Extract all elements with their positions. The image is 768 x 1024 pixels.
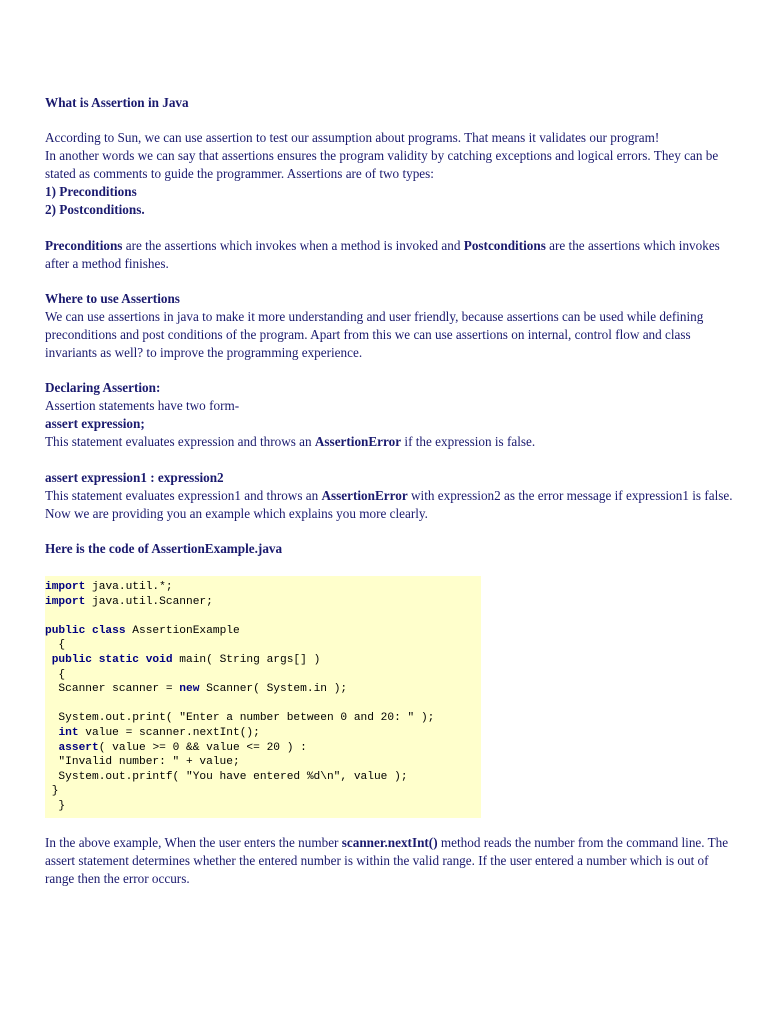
- code-heading: Here is the code of AssertionExample.java: [45, 541, 283, 556]
- code-indent: [45, 742, 58, 754]
- code-line: [45, 653, 481, 668]
- code-keyword: assert: [58, 741, 99, 754]
- form1-desc-end: if the expression is false.: [401, 434, 536, 449]
- preconditions-term: Preconditions: [45, 238, 123, 253]
- page-title: What is Assertion in Java: [45, 95, 189, 110]
- code-line-blank: [45, 609, 481, 624]
- code-line: System.out.printf( "You have entered %d\n", value );: [45, 770, 408, 783]
- preconditions-text: are the assertions which invokes when a method is invoked and: [122, 238, 464, 253]
- declaring-heading: Declaring Assertion:: [45, 380, 161, 395]
- code-text: Scanner scanner =: [45, 683, 180, 696]
- code-keyword: int: [58, 726, 79, 739]
- code-line: [45, 741, 481, 756]
- definition-paragraph: [45, 237, 735, 273]
- code-text: main( String args[] ): [172, 653, 321, 666]
- code-keyword: public class: [45, 624, 126, 637]
- where-paragraph: We can use assertions in java to make it more understanding and user friendly, because assertions can be used while defining preconditions and post conditions of the program. Apart from this we can use assertions on internal, control flow and class invariants as well? to improve the programming experience.: [45, 309, 704, 360]
- form1-desc-start: This statement evaluates expression and throws an: [45, 434, 315, 449]
- code-line: }: [45, 799, 66, 812]
- explanation-paragraph: [45, 834, 735, 888]
- next-int-term: scanner.nextInt(): [341, 834, 438, 850]
- declaring-intro: Assertion statements have two form-: [45, 398, 240, 413]
- code-indent: [45, 654, 52, 666]
- code-keyword: import: [45, 595, 86, 608]
- assertion-type-1: 1) Preconditions: [45, 184, 137, 199]
- code-text: ( value >= 0 && value <= 20 ) :: [98, 741, 307, 754]
- code-line: [45, 682, 481, 697]
- explanation-end: method reads the number from the command line. The assert statement determines whether the entered number is within the valid range. If the user entered a number which is out of range then the error occurs.: [45, 834, 729, 886]
- code-block: [45, 576, 481, 818]
- assertion-error-term: AssertionError: [321, 488, 408, 503]
- code-line: [45, 595, 481, 610]
- form2-desc-start: This statement evaluates expression1 and throws an: [45, 488, 322, 503]
- assert-form-1: assert expression;: [45, 416, 145, 431]
- code-text: Scanner( System.in );: [199, 683, 348, 696]
- assertion-error-term: AssertionError: [314, 434, 402, 449]
- code-line: System.out.print( "Enter a number between 0 and 20: " );: [45, 712, 435, 725]
- code-line: "Invalid number: " + value;: [45, 756, 240, 769]
- form2-desc-end: with expression2 as the error message if expression1 is false.: [407, 488, 733, 503]
- code-line-blank: [45, 697, 481, 712]
- code-line: [45, 624, 481, 639]
- assert-form-2: assert expression1 : expression2: [45, 470, 224, 485]
- where-heading: Where to use Assertions: [45, 291, 180, 306]
- code-keyword: new: [179, 683, 200, 696]
- assertion-type-2: 2) Postconditions.: [45, 202, 145, 217]
- code-keyword: public static void: [51, 653, 173, 666]
- article-body: [45, 94, 735, 888]
- assert-form-2-description: [45, 487, 735, 505]
- assert-form-1-description: [45, 433, 735, 451]
- code-indent: [45, 727, 58, 739]
- code-text: value = scanner.nextInt();: [78, 726, 260, 739]
- code-line: }: [45, 785, 59, 798]
- intro-paragraph-1: According to Sun, we can use assertion to test our assumption about programs. That means it validates our program!: [45, 130, 660, 145]
- code-line: {: [45, 639, 66, 652]
- code-line: [45, 726, 481, 741]
- code-text: java.util.*;: [85, 581, 173, 593]
- explanation-start: In the above example, When the user enters the number: [45, 834, 342, 850]
- postconditions-term: Postconditions: [463, 238, 546, 253]
- intro-paragraph-2: In another words we can say that assertions ensures the program validity by catching exceptions and logical errors. They can be stated as comments to guide the programmer. Assertions are of two types:: [45, 148, 719, 181]
- code-line: [45, 580, 481, 595]
- code-line: {: [45, 668, 66, 681]
- example-intro: Now we are providing you an example which explains you more clearly.: [45, 506, 428, 521]
- code-keyword: import: [45, 581, 86, 593]
- code-text: AssertionExample: [125, 624, 240, 637]
- code-text: java.util.Scanner;: [85, 595, 213, 608]
- postconditions-text: are the assertions which invokes after a method finishes.: [45, 238, 720, 271]
